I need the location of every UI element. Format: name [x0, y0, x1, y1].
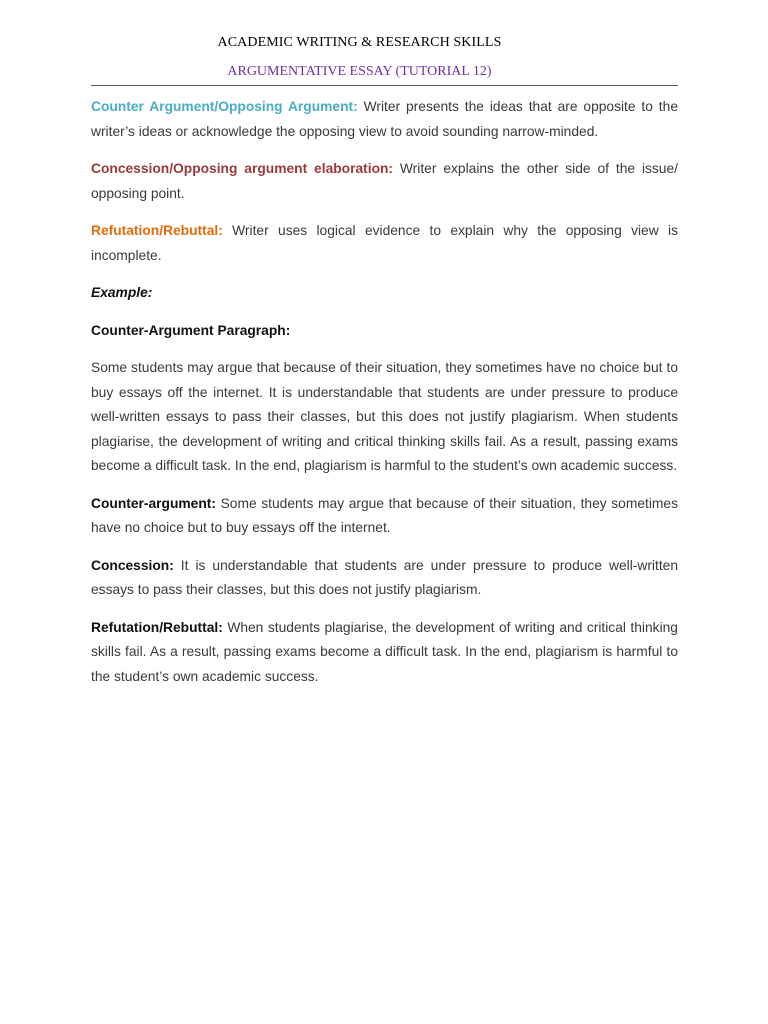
refutation-term: Refutation/Rebuttal:: [91, 223, 223, 238]
breakdown-concession: [91, 554, 678, 603]
example-heading: Counter-Argument Paragraph:: [91, 322, 291, 338]
breakdown-counter-argument-text: Some students may argue that because of their situation, they sometimes have no choice but to buy essays off the internet.: [91, 495, 678, 535]
header-divider: [91, 85, 678, 86]
example-paragraph: Some students may argue that because of their situation, they sometimes have no choice but to buy essays off the internet. It is understandable that students are under pressure to produce well-written essays to pass their classes, but this does not justify plagiarism. When students plagiarise, the development of writing and critical thinking skills fail. As a result, passing exams become a difficult task. In the end, plagiarism is harmful to the student’s own academic success.: [91, 360, 678, 473]
breakdown-refutation-term: Refutation/Rebuttal:: [91, 619, 223, 635]
refutation-text: Writer uses logical evidence to explain why the opposing view is incomplete.: [91, 223, 678, 263]
breakdown-concession-term: Concession:: [91, 557, 174, 573]
concession-term: Concession/Opposing argument elaboration:: [91, 161, 394, 176]
definition-counter-argument: [91, 95, 678, 144]
document-subtitle: ARGUMENTATIVE ESSAY (TUTORIAL 12): [227, 64, 492, 79]
definition-concession: [91, 157, 678, 206]
counter-argument-text: Writer presents the ideas that are opposite to the writer’s ideas or acknowledge the opposing view to avoid sounding narrow-minded.: [91, 99, 678, 139]
definition-refutation: [91, 219, 678, 268]
breakdown-concession-text: It is understandable that students are under pressure to produce well-written essays to pass their classes, but this does not justify plagiarism.: [91, 557, 678, 597]
concession-text: Writer explains the other side of the issue/ opposing point.: [91, 161, 678, 201]
breakdown-counter-argument: [91, 492, 678, 541]
document-title: ACADEMIC WRITING & RESEARCH SKILLS: [217, 35, 502, 50]
example-label: Example:: [91, 285, 153, 300]
document-page: [91, 0, 678, 689]
counter-argument-term: Counter Argument/Opposing Argument:: [91, 99, 358, 114]
breakdown-counter-argument-term: Counter-argument:: [91, 495, 216, 511]
breakdown-refutation: [91, 616, 678, 690]
breakdown-refutation-text: When students plagiarise, the development of writing and critical thinking skills fail. As a result, passing exams become a difficult task. In the end, plagiarism is harmful to the student’s own academic success.: [91, 619, 678, 684]
